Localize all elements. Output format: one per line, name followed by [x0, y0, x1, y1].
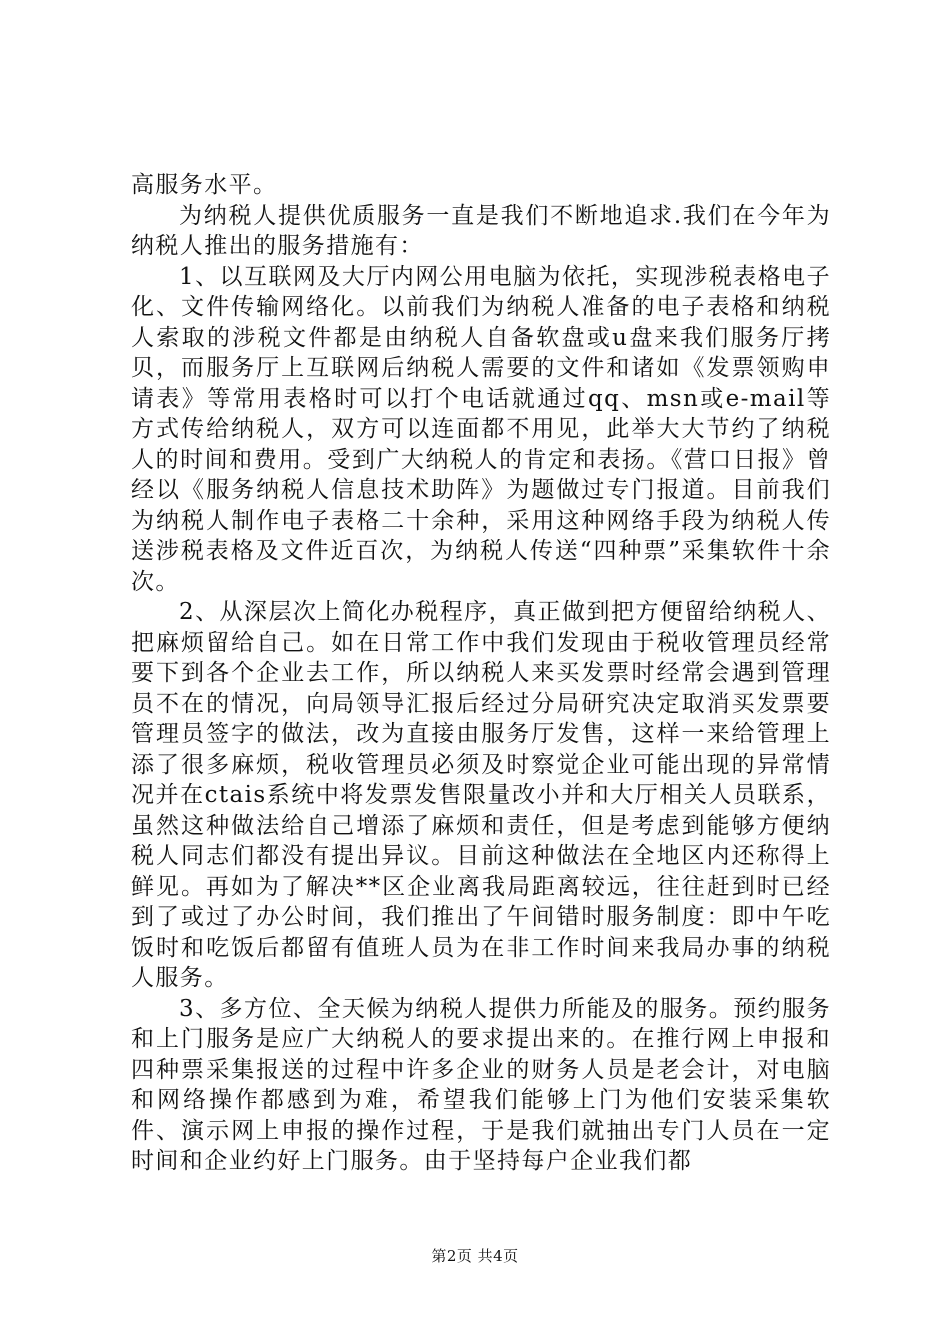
- page-footer: 第2页 共4页: [431, 1247, 519, 1265]
- paragraph-item-2: 2、从深层次上简化办税程序，真正做到把方便留给纳税人、把麻烦留给自己。如在日常工作中我们发现由于税收管理员经常要下到各个企业去工作，所以纳税人来买发票时经常会遇到管理员不在的情况，向局领导汇报后经过分局研究决定取消买发票要管理员签字的做法，改为直接由服务厅发售，这样一来给管理上添了很多麻烦，税收管理员必须及时察觉企业可能出现的异常情况并在ctais系统中将发票发售限量改小并和大厅相关人员联系，虽然这种做法给自己增添了麻烦和责任，但是考虑到能够方便纳税人同志们都没有提出异议。目前这种做法在全地区内还称得上鲜见。再如为了解决**区企业离我局距离较远，往往赶到时已经到了或过了办公时间，我们推出了午间错时服务制度：即中午吃饭时和吃饭后都留有值班人员为在非工作时间来我局办事的纳税人服务。: [131, 599, 831, 991]
- document-body: [131, 170, 831, 1177]
- paragraph-item-3: 3、多方位、全天候为纳税人提供力所能及的服务。预约服务和上门服务是应广大纳税人的要求提出来的。在推行网上申报和四种票采集报送的过程中许多企业的财务人员是老会计，对电脑和网络操作都感到为难，希望我们能够上门为他们安装采集软件、演示网上申报的操作过程，于是我们就抽出专门人员在一定时间和企业约好上门服务。由于坚持每户企业我们都: [131, 995, 831, 1174]
- paragraph-intro: 为纳税人提供优质服务一直是我们不断地追求.我们在今年为纳税人推出的服务措施有：: [131, 202, 831, 259]
- paragraph-continuation: 高服务水平。: [131, 172, 278, 198]
- paragraph-item-1: 1、以互联网及大厅内网公用电脑为依托，实现涉税表格电子化、文件传输网络化。以前我们为纳税人准备的电子表格和纳税人索取的涉税文件都是由纳税人自备软盘或u盘来我们服务厅拷贝，而服务厅上互联网后纳税人需要的文件和诸如《发票领购申请表》等常用表格时可以打个电话就通过qq、msn或e-mail等方式传给纳税人，双方可以连面都不用见，此举大大节约了纳税人的时间和费用。受到广大纳税人的肯定和表扬。《营口日报》曾经以《服务纳税人信息技术助阵》为题做过专门报道。目前我们为纳税人制作电子表格二十余种，采用这种网络手段为纳税人传送涉税表格及文件近百次，为纳税人传送“四种票”采集软件十余次。: [131, 263, 831, 595]
